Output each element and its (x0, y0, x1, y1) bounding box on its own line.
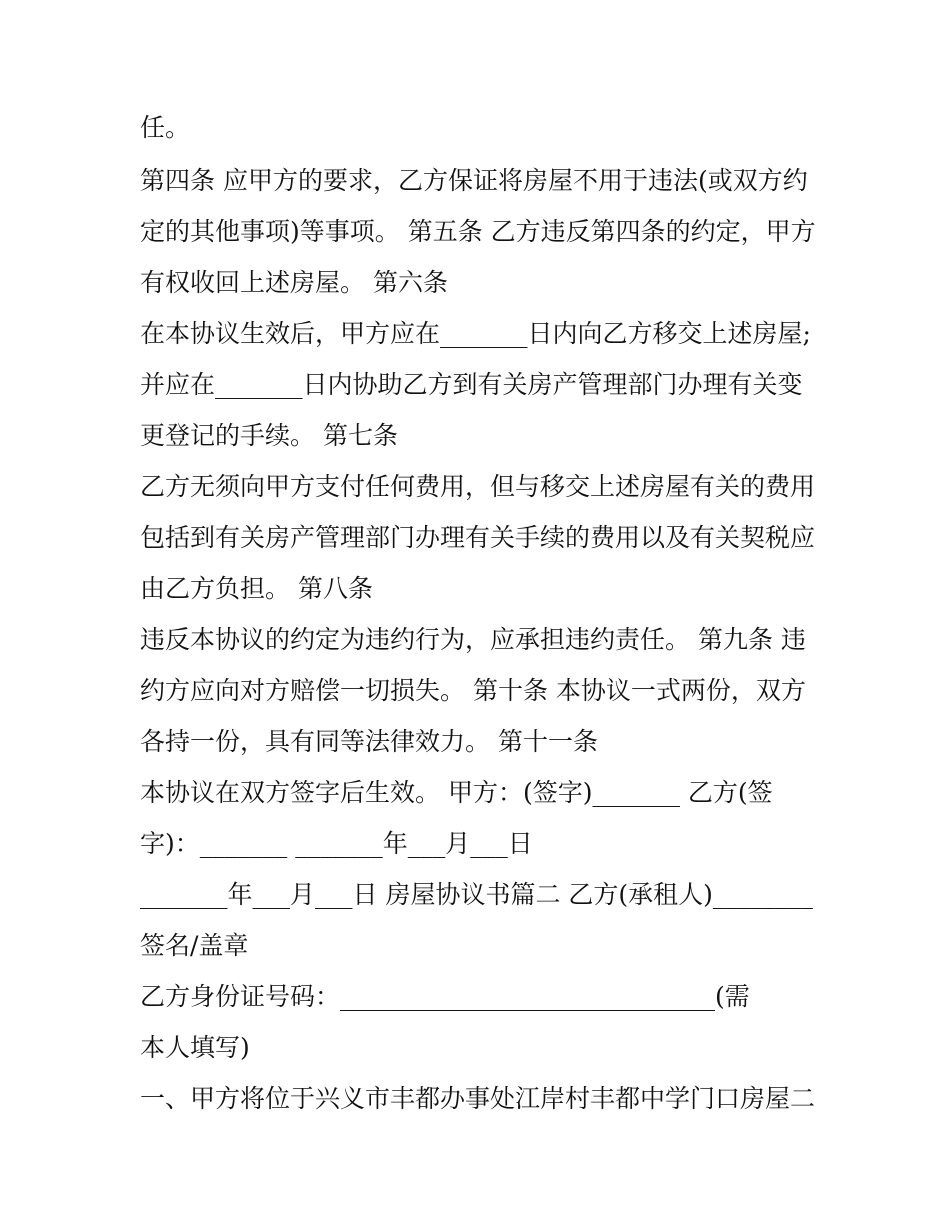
text-line: 在本协议生效后，甲方应在_______日内向乙方移交上述房屋; (140, 319, 811, 348)
text-line: _______年___月___日 房屋协议书篇二 乙方(承租人)________ (140, 880, 813, 909)
text-line: 并应在_______日内协助乙方到有关房产管理部门办理有关变 (140, 370, 803, 399)
text-line: 更登记的手续。 第七条 (140, 421, 398, 450)
text-line: 签名/盖章 (140, 931, 249, 960)
text-line: 一、甲方将位于兴义市丰都办事处江岸村丰都中学门口房屋二 (140, 1084, 816, 1113)
text-line: 字)：_______ _______年___月___日 (140, 829, 533, 858)
text-line: 各持一份，具有同等法律效力。 第十一条 (140, 727, 598, 756)
text-line: 乙方无须向甲方支付任何费用，但与移交上述房屋有关的费用 (140, 472, 816, 501)
text-line: 约方应向对方赔偿一切损失。 第十条 本协议一式两份，双方 (140, 676, 806, 705)
text-line: 定的其他事项)等事项。 第五条 乙方违反第四条的约定，甲方 (140, 217, 816, 246)
text-line: 本人填写) (140, 1033, 250, 1062)
text-line: 有权收回上述房屋。 第六条 (140, 268, 448, 297)
text-line: 包括到有关房产管理部门办理有关手续的费用以及有关契税应 (140, 523, 816, 552)
text-line: 乙方身份证号码：______________________________(需 (140, 982, 750, 1011)
text-line: 任。 (140, 113, 191, 142)
text-line: 违反本协议的约定为违约行为，应承担违约责任。 第九条 违 (140, 625, 806, 654)
text-line: 本协议在双方签字后生效。 甲方：(签字)_______ 乙方(签 (140, 778, 773, 807)
text-line: 第四条 应甲方的要求，乙方保证将房屋不用于违法(或双方约 (140, 166, 808, 195)
text-line: 由乙方负担。 第八条 (140, 574, 373, 603)
